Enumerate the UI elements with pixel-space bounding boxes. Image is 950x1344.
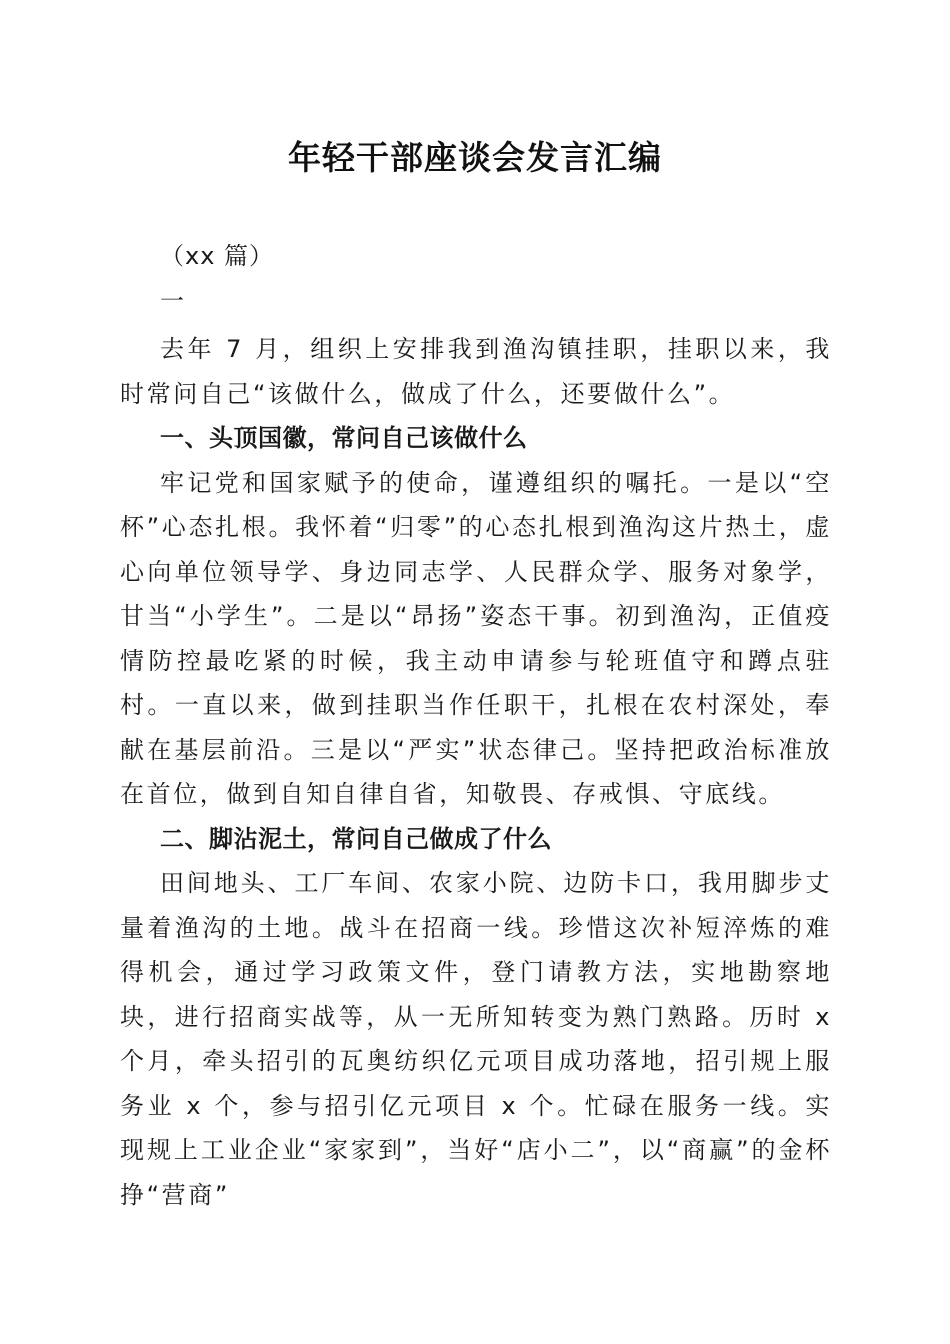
paragraph-one: 牢记党和国家赋予的使命，谨遵组织的嘱托。一是以“空杯”心态扎根。我怀着“归零”的心态扎根到渔沟这片热土，虚心向单位领导学、身边同志学、人民群众学、服务对象学，甘当“小学生”。二是以“昂扬”姿态干事。初到渔沟，正值疫情防控最吃紧的时候，我主动申请参与轮班值守和蹲点驻村。一直以来，做到挂职当作任职干，扎根在农村深处，奉献在基层前沿。三是以“严实”状态律己。坚持把政治标准放在首位，做到自知自律自省，知敬畏、存戒惧、守底线。: [120, 468, 832, 808]
document-body: [120, 234, 832, 1217]
heading-two: 二、脚沾泥土，常问自己做成了什么: [160, 824, 552, 853]
paragraph-two: 田间地头、工厂车间、农家小院、边防卡口，我用脚步丈量着渔沟的土地。战斗在招商一线。珍惜这次补短淬炼的难得机会，通过学习政策文件，登门请教方法，实地勘察地块，进行招商实战等，从一无所知转变为熟门熟路。历时 x 个月，牵头招引的瓦奥纺织亿元项目成功落地，招引规上服务业 x 个，参与招引亿元项目 x 个。忙碌在服务一线。实现规上工业企业“家家到”，当好“店小二”，以“商赢”的金杯挣“营商”: [120, 869, 832, 1209]
document-title: 年轻干部座谈会发言汇编: [288, 138, 662, 177]
subtitle-note: （xx 篇）: [160, 242, 275, 270]
intro-paragraph: 去年 7 月，组织上安排我到渔沟镇挂职，挂职以来，我时常问自己“该做什么，做成了什么，还要做什么”。: [120, 335, 832, 408]
section-marker: 一: [160, 286, 187, 315]
heading-one: 一、头顶国徽，常问自己该做什么: [160, 424, 528, 452]
